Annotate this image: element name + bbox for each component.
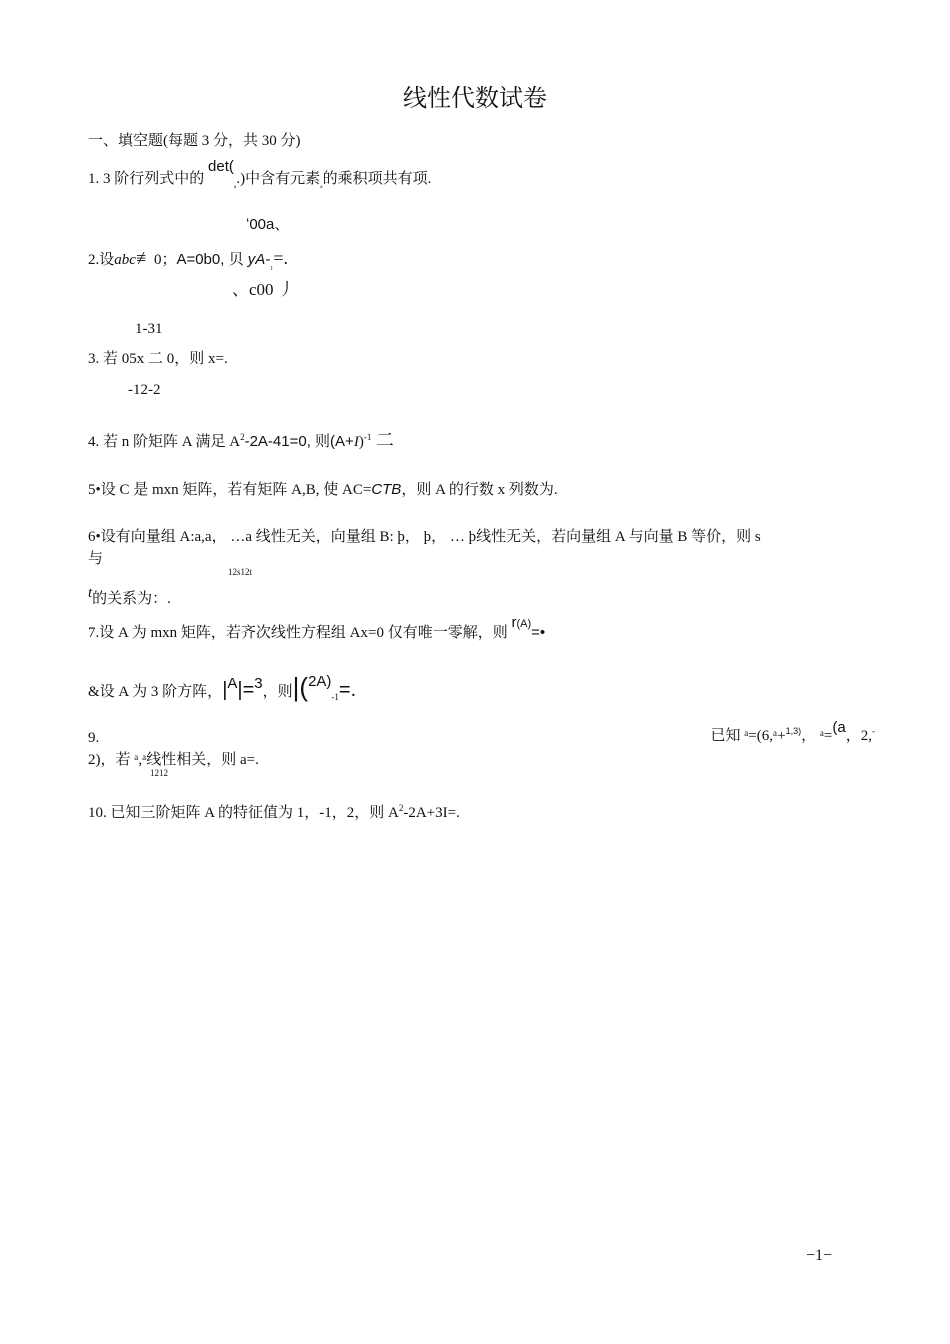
q2-matrix-row3: 、c00 丿 — [232, 280, 295, 299]
q7-end: =• — [531, 624, 546, 641]
q10-text-b: -2A+3I=. — [403, 805, 460, 821]
q5-text-b: ，则 A 的行数 x 列数为. — [401, 482, 558, 498]
q2-sub: ₁ — [270, 260, 274, 270]
q4-text-d: 二 — [371, 430, 394, 450]
question-9-right — [710, 719, 875, 745]
question-6-line3 — [88, 585, 171, 608]
q4-text-b: -2A-41=0, 则(A+ — [244, 433, 354, 450]
q6-t: t — [88, 585, 93, 601]
q7-r: r — [511, 614, 517, 631]
q1-text-d: 的乘积项共有项. — [322, 171, 432, 187]
q4-text-c: ) — [358, 434, 364, 450]
q2-abc: abc — [114, 252, 136, 268]
q4-sup2: -1 — [363, 432, 372, 442]
q10-text-a: 10. 已知三阶矩阵 A 的特征值为 1，-1，2，则 A — [88, 805, 399, 821]
q8-three: 3 — [254, 675, 263, 692]
q9-sup3: - — [872, 726, 875, 736]
q1-sub: ₐ — [233, 179, 237, 189]
question-1 — [88, 158, 432, 190]
q8-2A: 2A) — [308, 673, 332, 690]
q9-sup2: (a — [832, 719, 846, 736]
q2-y: yA- — [247, 251, 271, 268]
q2-mid: A=0b0, 贝 — [176, 251, 248, 268]
q8-text-b: ，则 — [262, 684, 293, 700]
q8-big: |( — [292, 672, 309, 702]
page-number: −1− — [806, 1247, 833, 1264]
q1-text-b: .)中含有元素 — [236, 171, 321, 187]
question-9-num: 9. — [88, 730, 100, 746]
q4-i: I — [353, 434, 359, 450]
q9-text3: ，2, — [845, 728, 872, 744]
q7-text: 7.设 A 为 mxn 矩阵，若齐次线性方程组 Ax=0 仅有唯一零解，则 — [88, 625, 512, 641]
q2-neq: ≢ — [135, 248, 154, 268]
question-4 — [88, 430, 394, 452]
q9-sup: 1,3) — [785, 726, 802, 736]
q7-ra: (A) — [516, 618, 532, 630]
question-6-line2: 与 — [88, 551, 104, 567]
question-3: 3. 若 05x 二 0，则 x=. — [88, 351, 228, 367]
q3-matrix-row3: -12-2 — [128, 382, 161, 398]
q2-eq: =. — [273, 248, 289, 268]
q8-end: =. — [338, 679, 357, 701]
q2-zero: 0； — [153, 252, 177, 268]
q1-text-a: 1. 3 阶行列式中的 — [88, 171, 209, 187]
q8-bar: | — [222, 679, 228, 701]
q8-sub: -1 — [331, 692, 339, 702]
q1-sub2: ₐ — [320, 179, 323, 189]
q2-matrix-row1: ʻ00a、 — [246, 216, 290, 233]
q1-det: det( — [208, 158, 234, 175]
question-9-line2: 2)，若 ᵃ,ᵃ线性相关，则 a=. — [88, 752, 259, 768]
q10-sup: 2 — [398, 803, 404, 813]
q9-subscripts: 1212 — [150, 768, 168, 778]
q4-text-a: 4. 若 n 阶矩阵 A 满足 A — [88, 434, 241, 450]
question-7 — [88, 614, 546, 642]
q9-text2: ， ᵃ= — [801, 728, 833, 744]
q9-text: 已知 ᵃ=(6,ᵃ+ — [710, 728, 786, 744]
q6-text: 的关系为：. — [92, 591, 171, 607]
q6-subscripts: 12s12t — [228, 567, 253, 577]
question-6-line1: 6•设有向量组 A:a,a， …a 线性无关，向量组 B: þ， þ， … þ线性无关，若向量组 A 与向量 B 等价，则 s — [88, 529, 761, 545]
q5-ctb: CTB — [371, 481, 402, 498]
q2-prefix: 2.设 — [88, 252, 115, 268]
section-heading: 一、填空题(每题 3 分，共 30 分) — [88, 133, 301, 149]
q4-sup: 2 — [240, 432, 245, 442]
q8-text-a: &设 A 为 3 阶方阵， — [88, 684, 223, 700]
q5-text-a: 5•设 C 是 mxn 矩阵，若有矩阵 A,B, 使 AC= — [88, 482, 372, 498]
q3-matrix-row1: 1-31 — [135, 321, 163, 337]
question-8 — [88, 672, 356, 703]
q8-A: A — [227, 675, 238, 692]
question-5 — [88, 481, 558, 499]
q8-bar2: |= — [237, 679, 255, 701]
page-title: 线性代数试卷 — [403, 84, 547, 112]
question-2 — [88, 248, 288, 271]
question-10 — [88, 803, 460, 822]
